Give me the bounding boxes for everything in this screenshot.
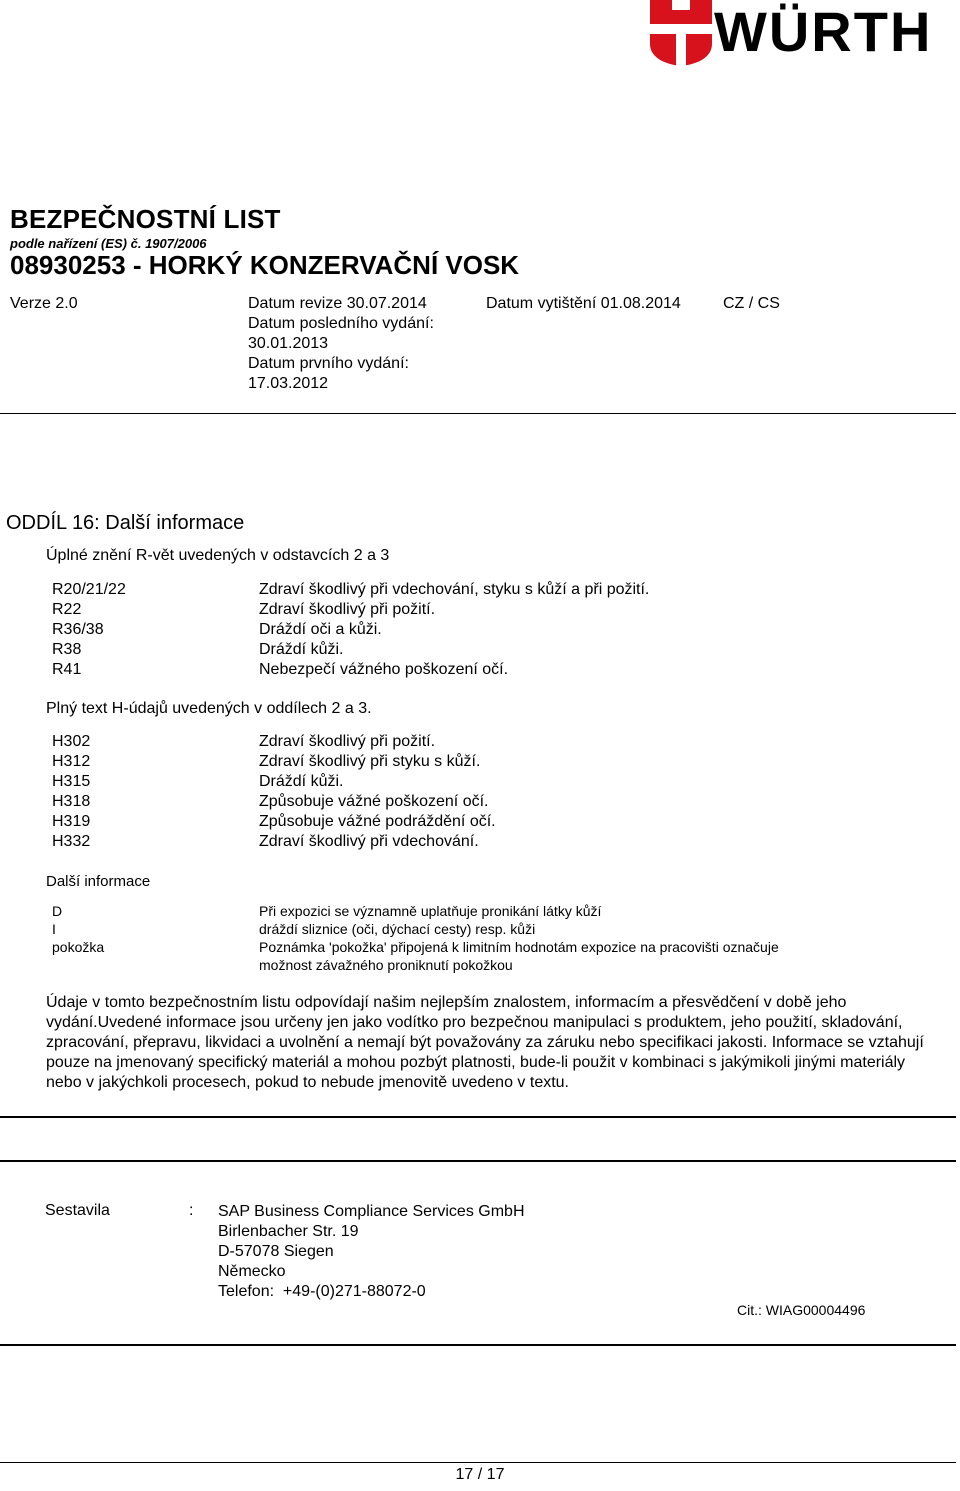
other-code: D bbox=[52, 903, 63, 919]
section-title: ODDÍL 16: Další informace bbox=[6, 512, 245, 534]
regulation-subtitle: podle nařízení (ES) č. 1907/2006 bbox=[10, 236, 207, 251]
h-text: Způsobuje vážné poškození očí. bbox=[259, 793, 489, 810]
h-code: H302 bbox=[52, 733, 91, 750]
citation-code: Cit.: WIAG00004496 bbox=[737, 1302, 866, 1318]
section-divider bbox=[0, 1116, 956, 1118]
r-code: R41 bbox=[52, 661, 82, 678]
r-text: Nebezpečí vážného poškození očí. bbox=[259, 661, 509, 678]
revision-date: Datum revize 30.07.2014 bbox=[248, 295, 427, 312]
section-divider bbox=[0, 1160, 956, 1162]
h-text: Zdraví škodlivý při požití. bbox=[259, 733, 436, 750]
product-title: 08930253 - HORKÝ KONZERVAČNÍ VOSK bbox=[10, 250, 520, 280]
compiled-by-label: Sestavila bbox=[45, 1202, 110, 1219]
document-title: BEZPEČNOSTNÍ LIST bbox=[10, 204, 281, 234]
other-text: Při expozici se významně uplatňuje pronikání látky kůží bbox=[259, 903, 602, 919]
other-code: pokožka bbox=[52, 939, 105, 955]
h-code: H332 bbox=[52, 833, 91, 850]
page-number: 17 / 17 bbox=[455, 1466, 505, 1483]
r-phrases-heading: Úplné znění R-vět uvedených v odstavcích 2 a 3 bbox=[46, 547, 390, 564]
wurth-logo-mark-icon bbox=[650, 0, 712, 66]
h-text: Způsobuje vážné podráždění očí. bbox=[259, 813, 496, 830]
language-code: CZ / CS bbox=[723, 295, 780, 312]
brand-wordmark: WÜRTH bbox=[714, 0, 933, 63]
wurth-logo bbox=[648, 0, 960, 72]
r-text: Zdraví škodlivý při požití. bbox=[259, 601, 436, 618]
print-date: Datum vytištění 01.08.2014 bbox=[486, 295, 681, 312]
first-issue-value: 17.03.2012 bbox=[248, 375, 329, 392]
h-code: H312 bbox=[52, 753, 91, 770]
compiled-by-colon: : bbox=[189, 1202, 194, 1219]
address-line: D-57078 Siegen bbox=[218, 1243, 334, 1260]
r-code: R20/21/22 bbox=[52, 581, 126, 598]
address-line: Německo bbox=[218, 1263, 286, 1280]
h-code: H319 bbox=[52, 813, 91, 830]
first-issue-label: Datum prvního vydání: bbox=[248, 355, 409, 372]
last-issue-value: 30.01.2013 bbox=[248, 335, 329, 352]
r-code: R36/38 bbox=[52, 621, 104, 638]
r-code: R22 bbox=[52, 601, 82, 618]
last-issue-label: Datum posledního vydání: bbox=[248, 315, 434, 332]
r-text: Dráždí oči a kůži. bbox=[259, 621, 382, 638]
address-line: Birlenbacher Str. 19 bbox=[218, 1223, 359, 1240]
other-code: I bbox=[52, 921, 56, 937]
h-code: H318 bbox=[52, 793, 91, 810]
h-text: Zdraví škodlivý při styku s kůží. bbox=[259, 753, 481, 770]
header-divider bbox=[0, 413, 956, 414]
h-code: H315 bbox=[52, 773, 91, 790]
page-divider bbox=[0, 1462, 956, 1463]
address-phone: Telefon: +49-(0)271-88072-0 bbox=[218, 1283, 426, 1300]
other-text: možnost závažného proniknutí pokožkou bbox=[259, 957, 513, 973]
footer-divider bbox=[0, 1344, 956, 1346]
address-line: SAP Business Compliance Services GmbH bbox=[218, 1203, 525, 1220]
r-text: Dráždí kůži. bbox=[259, 641, 344, 658]
version-label: Verze 2.0 bbox=[10, 295, 78, 312]
r-text: Zdraví škodlivý při vdechování, styku s kůží a při požití. bbox=[259, 581, 650, 598]
h-text: Dráždí kůži. bbox=[259, 773, 344, 790]
h-text: Zdraví škodlivý při vdechování. bbox=[259, 833, 479, 850]
other-info-heading: Další informace bbox=[46, 873, 151, 890]
h-statements-heading: Plný text H-údajů uvedených v oddílech 2 a 3. bbox=[46, 700, 372, 717]
r-code: R38 bbox=[52, 641, 82, 658]
other-text: Poznámka 'pokožka' připojená k limitním hodnotám expozice na pracovišti označuje bbox=[259, 939, 779, 955]
disclaimer-paragraph: Údaje v tomto bezpečnostním listu odpovídají našim nejlepším znalostem, informacím a přesvědčení v době jeho vydání.Uvedené informace jsou určeny jen jako vodítko pro bezpečnou manipulaci s produktem, jeho použití, skladování, zpracování, přepravu, likvidaci a uvolnění a nemají být považovány za záruku nebo specifikaci jakosti. Informace se vztahují pouze na jmenovaný specifický materiál a mohou pozbýt platnosti, bude-li použit v kombinaci s jakýmikoli jinými materiály nebo v jakýchkoli procesech, pokud to nebude jmenovitě uvedeno v textu. bbox=[46, 994, 924, 1091]
other-text: dráždí sliznice (oči, dýchací cesty) resp. kůži bbox=[259, 921, 536, 937]
